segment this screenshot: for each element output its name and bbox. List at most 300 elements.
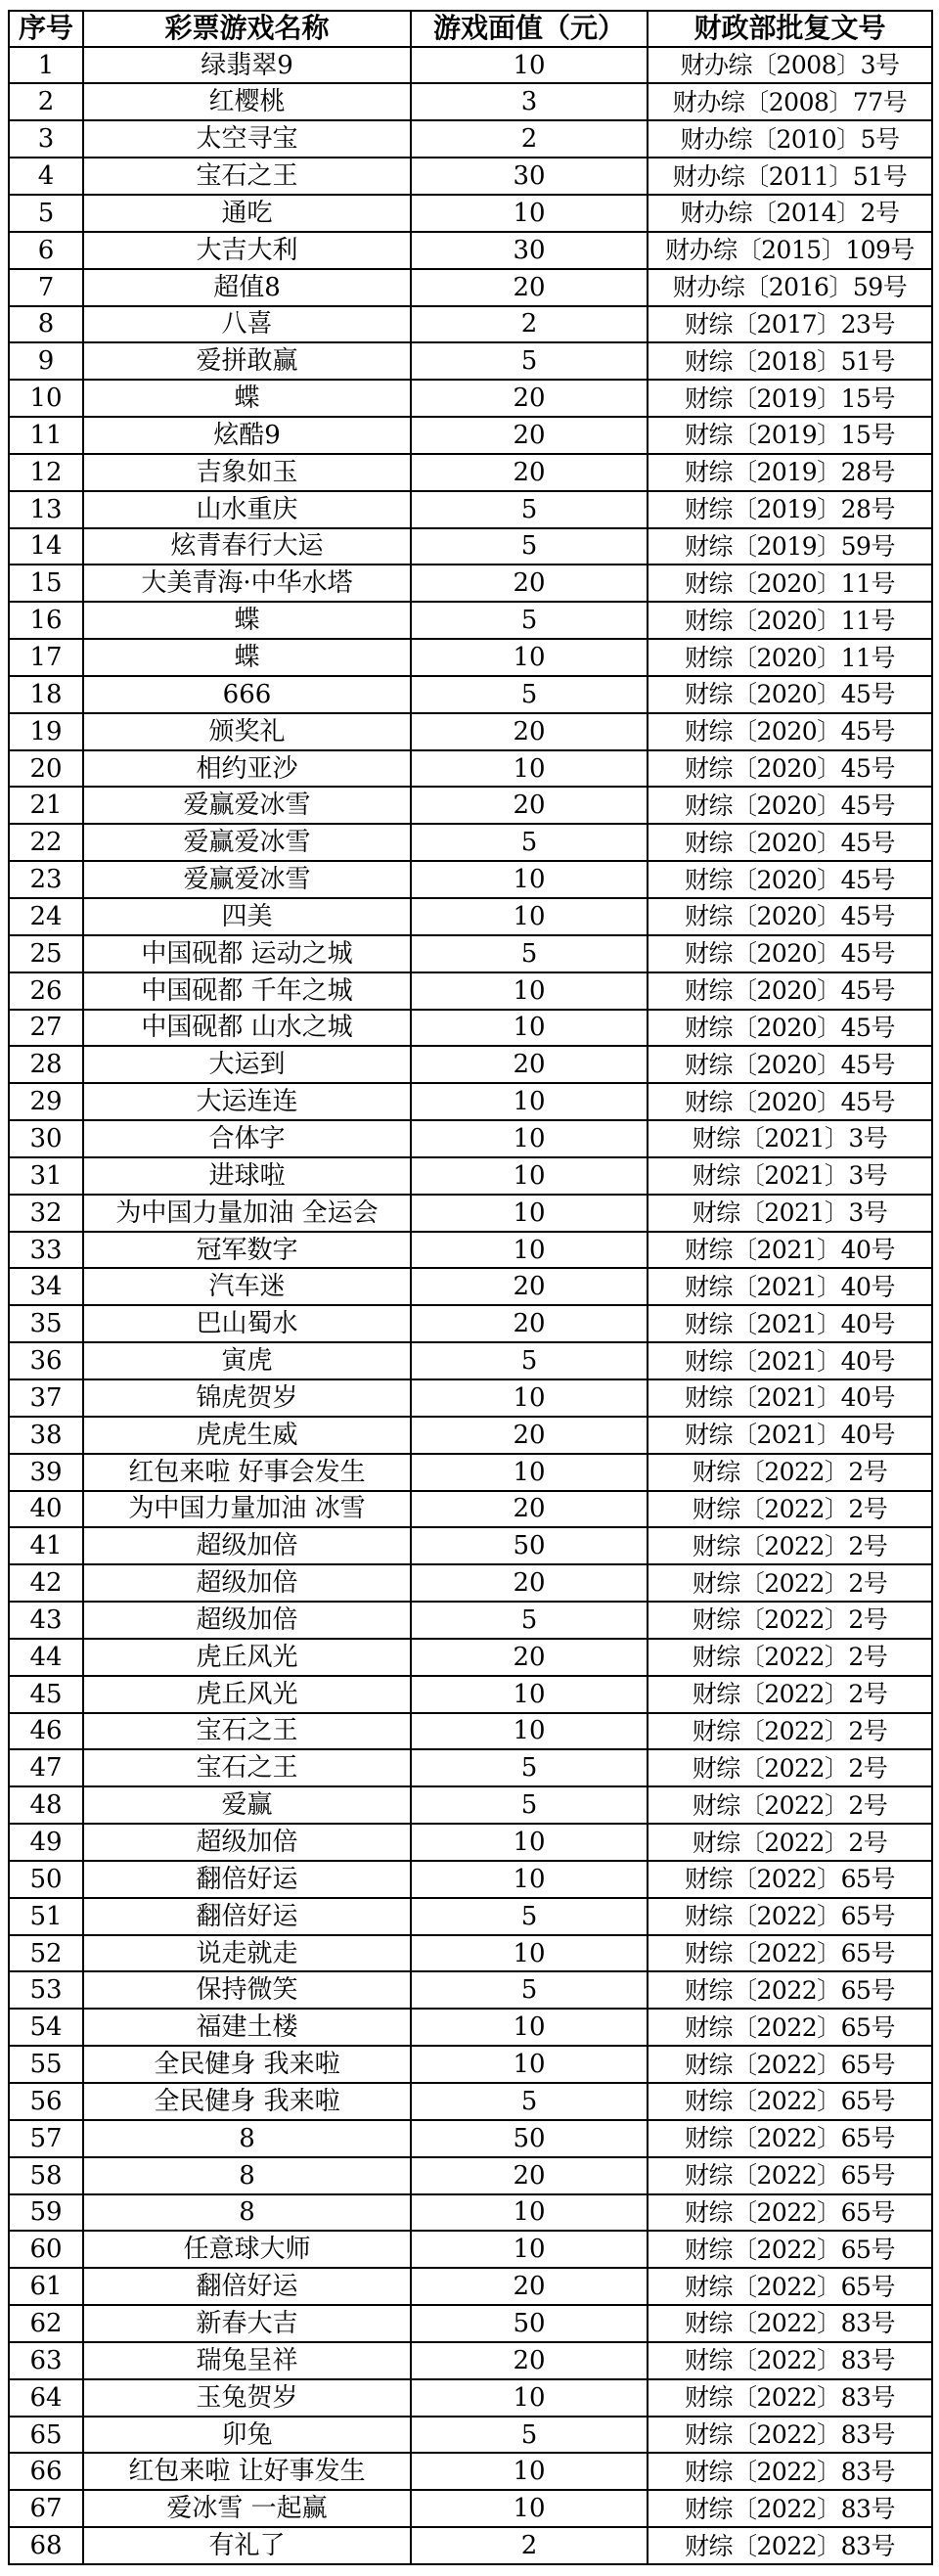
cell-approval-number: 财综〔2021〕40号 <box>648 1417 932 1454</box>
cell-serial: 48 <box>9 1786 83 1824</box>
cell-game-name: 锦虎贺岁 <box>83 1379 411 1417</box>
cell-face-value: 10 <box>411 2046 648 2083</box>
cell-face-value: 20 <box>411 1639 648 1676</box>
cell-face-value: 20 <box>411 380 648 417</box>
cell-serial: 41 <box>9 1527 83 1564</box>
cell-game-name: 红包来啦 让好事发生 <box>83 2453 411 2490</box>
table-row <box>9 1120 932 1157</box>
table-row <box>9 861 932 898</box>
cell-game-name: 蝶 <box>83 602 411 639</box>
cell-approval-number: 财综〔2021〕3号 <box>648 1195 932 1232</box>
cell-game-name: 红包来啦 好事会发生 <box>83 1454 411 1491</box>
cell-game-name: 相约亚沙 <box>83 750 411 788</box>
cell-approval-number: 财综〔2022〕65号 <box>648 1898 932 1935</box>
cell-approval-number: 财综〔2022〕2号 <box>648 1676 932 1713</box>
table-row <box>9 2342 932 2379</box>
cell-approval-number: 财综〔2022〕65号 <box>648 2268 932 2305</box>
cell-serial: 38 <box>9 1417 83 1454</box>
cell-approval-number: 财综〔2021〕40号 <box>648 1305 932 1342</box>
table-row <box>9 787 932 824</box>
cell-face-value: 5 <box>411 528 648 565</box>
cell-serial: 34 <box>9 1268 83 1305</box>
cell-approval-number: 财综〔2019〕59号 <box>648 528 932 565</box>
cell-serial: 43 <box>9 1602 83 1639</box>
cell-face-value: 20 <box>411 1564 648 1602</box>
cell-face-value: 20 <box>411 565 648 602</box>
cell-face-value: 10 <box>411 2490 648 2527</box>
cell-game-name: 8 <box>83 2157 411 2194</box>
cell-face-value: 10 <box>411 1195 648 1232</box>
cell-game-name: 炫酷9 <box>83 417 411 454</box>
cell-face-value: 20 <box>411 2157 648 2194</box>
cell-face-value: 5 <box>411 2417 648 2454</box>
cell-face-value: 50 <box>411 1527 648 1564</box>
cell-approval-number: 财综〔2022〕65号 <box>648 1935 932 1972</box>
cell-serial: 16 <box>9 602 83 639</box>
cell-game-name: 卯兔 <box>83 2417 411 2454</box>
cell-game-name: 大美青海·中华水塔 <box>83 565 411 602</box>
cell-serial: 51 <box>9 1898 83 1935</box>
cell-serial: 19 <box>9 713 83 750</box>
cell-game-name: 超级加倍 <box>83 1824 411 1861</box>
cell-approval-number: 财综〔2019〕15号 <box>648 417 932 454</box>
cell-serial: 14 <box>9 528 83 565</box>
cell-serial: 61 <box>9 2268 83 2305</box>
cell-face-value: 10 <box>411 1232 648 1269</box>
cell-face-value: 5 <box>411 1971 648 2009</box>
cell-game-name: 四美 <box>83 898 411 935</box>
table-row <box>9 1083 932 1120</box>
cell-game-name: 虎丘风光 <box>83 1639 411 1676</box>
cell-approval-number: 财综〔2020〕45号 <box>648 676 932 713</box>
cell-serial: 60 <box>9 2231 83 2268</box>
cell-approval-number: 财办综〔2015〕109号 <box>648 232 932 269</box>
cell-serial: 22 <box>9 824 83 861</box>
table-row <box>9 565 932 602</box>
cell-approval-number: 财综〔2022〕2号 <box>648 1602 932 1639</box>
cell-approval-number: 财综〔2021〕40号 <box>648 1268 932 1305</box>
cell-serial: 23 <box>9 861 83 898</box>
table-row <box>9 1454 932 1491</box>
cell-serial: 1 <box>9 47 83 84</box>
cell-game-name: 汽车迷 <box>83 1268 411 1305</box>
cell-game-name: 有礼了 <box>83 2527 411 2564</box>
cell-serial: 10 <box>9 380 83 417</box>
cell-approval-number: 财综〔2022〕65号 <box>648 1971 932 2009</box>
cell-serial: 13 <box>9 491 83 528</box>
cell-serial: 54 <box>9 2009 83 2046</box>
cell-game-name: 爱赢爱冰雪 <box>83 787 411 824</box>
cell-approval-number: 财综〔2019〕15号 <box>648 380 932 417</box>
cell-approval-number: 财综〔2021〕3号 <box>648 1120 932 1157</box>
table-row <box>9 1010 932 1047</box>
table-row <box>9 1898 932 1935</box>
table-row <box>9 713 932 750</box>
cell-approval-number: 财综〔2022〕65号 <box>648 2157 932 2194</box>
cell-face-value: 20 <box>411 1491 648 1528</box>
cell-face-value: 20 <box>411 1417 648 1454</box>
cell-face-value: 10 <box>411 972 648 1010</box>
table-row <box>9 1527 932 1564</box>
table-row <box>9 454 932 491</box>
table-row <box>9 1195 932 1232</box>
cell-approval-number: 财综〔2022〕2号 <box>648 1454 932 1491</box>
table-row <box>9 2417 932 2454</box>
cell-face-value: 10 <box>411 750 648 788</box>
cell-approval-number: 财综〔2020〕45号 <box>648 750 932 788</box>
cell-face-value: 20 <box>411 2342 648 2379</box>
cell-game-name: 瑞兔呈祥 <box>83 2342 411 2379</box>
cell-game-name: 爱赢爱冰雪 <box>83 824 411 861</box>
cell-game-name: 宝石之王 <box>83 1749 411 1786</box>
table-row <box>9 306 932 343</box>
cell-game-name: 巴山蜀水 <box>83 1305 411 1342</box>
cell-game-name: 为中国力量加油 全运会 <box>83 1195 411 1232</box>
cell-approval-number: 财办综〔2008〕3号 <box>648 47 932 84</box>
cell-game-name: 虎虎生威 <box>83 1417 411 1454</box>
cell-serial: 66 <box>9 2453 83 2490</box>
cell-serial: 7 <box>9 269 83 306</box>
cell-serial: 29 <box>9 1083 83 1120</box>
cell-face-value: 20 <box>411 1046 648 1083</box>
cell-serial: 39 <box>9 1454 83 1491</box>
table-row <box>9 2527 932 2564</box>
cell-face-value: 5 <box>411 1342 648 1379</box>
cell-game-name: 超级加倍 <box>83 1564 411 1602</box>
cell-face-value: 10 <box>411 1083 648 1120</box>
cell-serial: 40 <box>9 1491 83 1528</box>
cell-face-value: 10 <box>411 1935 648 1972</box>
table-row <box>9 1268 932 1305</box>
cell-face-value: 5 <box>411 1749 648 1786</box>
cell-approval-number: 财综〔2020〕45号 <box>648 713 932 750</box>
table-row <box>9 417 932 454</box>
cell-game-name: 太空寻宝 <box>83 120 411 158</box>
cell-serial: 25 <box>9 935 83 972</box>
cell-serial: 28 <box>9 1046 83 1083</box>
cell-face-value: 10 <box>411 1861 648 1898</box>
table-row <box>9 1713 932 1750</box>
cell-face-value: 10 <box>411 47 648 84</box>
table-row <box>9 2083 932 2120</box>
cell-serial: 56 <box>9 2083 83 2120</box>
cell-approval-number: 财综〔2022〕65号 <box>648 1861 932 1898</box>
table-row <box>9 2231 932 2268</box>
cell-game-name: 中国砚都 运动之城 <box>83 935 411 972</box>
table-row <box>9 2157 932 2194</box>
cell-serial: 47 <box>9 1749 83 1786</box>
cell-serial: 62 <box>9 2305 83 2342</box>
cell-face-value: 20 <box>411 1268 648 1305</box>
cell-approval-number: 财综〔2020〕45号 <box>648 824 932 861</box>
cell-serial: 37 <box>9 1379 83 1417</box>
table-row <box>9 676 932 713</box>
cell-face-value: 20 <box>411 417 648 454</box>
cell-serial: 18 <box>9 676 83 713</box>
table-row <box>9 1232 932 1269</box>
cell-approval-number: 财办综〔2016〕59号 <box>648 269 932 306</box>
cell-serial: 6 <box>9 232 83 269</box>
header-serial: 序号 <box>9 11 83 47</box>
cell-game-name: 全民健身 我来啦 <box>83 2083 411 2120</box>
table-row <box>9 1676 932 1713</box>
table-row <box>9 1379 932 1417</box>
cell-serial: 15 <box>9 565 83 602</box>
cell-serial: 49 <box>9 1824 83 1861</box>
cell-game-name: 爱赢爱冰雪 <box>83 861 411 898</box>
cell-approval-number: 财综〔2020〕45号 <box>648 861 932 898</box>
cell-face-value: 10 <box>411 861 648 898</box>
cell-serial: 27 <box>9 1010 83 1047</box>
cell-serial: 44 <box>9 1639 83 1676</box>
table-row <box>9 1861 932 1898</box>
table-row <box>9 898 932 935</box>
cell-face-value: 10 <box>411 639 648 676</box>
table-row <box>9 1971 932 2009</box>
table-row <box>9 158 932 195</box>
cell-game-name: 666 <box>83 676 411 713</box>
cell-approval-number: 财综〔2022〕83号 <box>648 2417 932 2454</box>
cell-approval-number: 财综〔2020〕45号 <box>648 935 932 972</box>
cell-serial: 4 <box>9 158 83 195</box>
cell-game-name: 中国砚都 山水之城 <box>83 1010 411 1047</box>
cell-face-value: 10 <box>411 2453 648 2490</box>
cell-serial: 50 <box>9 1861 83 1898</box>
cell-game-name: 寅虎 <box>83 1342 411 1379</box>
cell-serial: 12 <box>9 454 83 491</box>
table-row <box>9 2305 932 2342</box>
cell-serial: 31 <box>9 1157 83 1195</box>
cell-serial: 64 <box>9 2379 83 2417</box>
cell-face-value: 50 <box>411 2305 648 2342</box>
cell-face-value: 10 <box>411 1010 648 1047</box>
header-face-value: 游戏面值（元） <box>411 11 648 47</box>
cell-face-value: 20 <box>411 454 648 491</box>
cell-approval-number: 财综〔2020〕11号 <box>648 602 932 639</box>
cell-approval-number: 财综〔2022〕83号 <box>648 2490 932 2527</box>
cell-face-value: 20 <box>411 269 648 306</box>
cell-approval-number: 财综〔2020〕11号 <box>648 639 932 676</box>
cell-approval-number: 财综〔2020〕45号 <box>648 898 932 935</box>
cell-approval-number: 财综〔2022〕2号 <box>648 1527 932 1564</box>
cell-game-name: 八喜 <box>83 306 411 343</box>
cell-face-value: 2 <box>411 2527 648 2564</box>
cell-game-name: 红樱桃 <box>83 83 411 120</box>
table-row <box>9 2194 932 2232</box>
cell-serial: 9 <box>9 342 83 380</box>
table-row <box>9 1305 932 1342</box>
table-row <box>9 1564 932 1602</box>
cell-face-value: 5 <box>411 676 648 713</box>
table-row <box>9 1046 932 1083</box>
cell-game-name: 保持微笑 <box>83 1971 411 2009</box>
table-row <box>9 1417 932 1454</box>
table-row <box>9 2046 932 2083</box>
cell-serial: 21 <box>9 787 83 824</box>
cell-face-value: 10 <box>411 2379 648 2417</box>
table-row <box>9 935 932 972</box>
cell-serial: 26 <box>9 972 83 1010</box>
cell-face-value: 2 <box>411 306 648 343</box>
cell-serial: 52 <box>9 1935 83 1972</box>
cell-face-value: 2 <box>411 120 648 158</box>
cell-serial: 3 <box>9 120 83 158</box>
cell-game-name: 山水重庆 <box>83 491 411 528</box>
cell-game-name: 宝石之王 <box>83 158 411 195</box>
table-row <box>9 1491 932 1528</box>
table-row <box>9 1824 932 1861</box>
table-row <box>9 491 932 528</box>
cell-serial: 68 <box>9 2527 83 2564</box>
cell-serial: 33 <box>9 1232 83 1269</box>
cell-serial: 55 <box>9 2046 83 2083</box>
cell-approval-number: 财综〔2020〕45号 <box>648 787 932 824</box>
cell-approval-number: 财综〔2020〕45号 <box>648 1046 932 1083</box>
cell-approval-number: 财综〔2017〕23号 <box>648 306 932 343</box>
cell-game-name: 超级加倍 <box>83 1602 411 1639</box>
table-row <box>9 2120 932 2157</box>
cell-approval-number: 财综〔2022〕65号 <box>648 2231 932 2268</box>
table-row <box>9 47 932 84</box>
cell-game-name: 任意球大师 <box>83 2231 411 2268</box>
cell-approval-number: 财综〔2022〕2号 <box>648 1491 932 1528</box>
cell-serial: 45 <box>9 1676 83 1713</box>
cell-game-name: 超值8 <box>83 269 411 306</box>
cell-face-value: 20 <box>411 1305 648 1342</box>
header-row <box>9 11 932 47</box>
cell-game-name: 新春大吉 <box>83 2305 411 2342</box>
cell-approval-number: 财综〔2022〕65号 <box>648 2046 932 2083</box>
table-row <box>9 2379 932 2417</box>
table-row <box>9 2009 932 2046</box>
cell-face-value: 10 <box>411 2009 648 2046</box>
cell-serial: 65 <box>9 2417 83 2454</box>
cell-serial: 46 <box>9 1713 83 1750</box>
cell-approval-number: 财综〔2022〕2号 <box>648 1713 932 1750</box>
cell-serial: 59 <box>9 2194 83 2232</box>
cell-serial: 5 <box>9 195 83 232</box>
cell-approval-number: 财综〔2022〕83号 <box>648 2453 932 2490</box>
cell-serial: 53 <box>9 1971 83 2009</box>
table-row <box>9 1639 932 1676</box>
cell-game-name: 爱拼敢赢 <box>83 342 411 380</box>
cell-face-value: 10 <box>411 1676 648 1713</box>
cell-approval-number: 财综〔2021〕40号 <box>648 1342 932 1379</box>
cell-serial: 63 <box>9 2342 83 2379</box>
table-row <box>9 1602 932 1639</box>
cell-game-name: 8 <box>83 2194 411 2232</box>
cell-face-value: 3 <box>411 83 648 120</box>
cell-game-name: 说走就走 <box>83 1935 411 1972</box>
table-row <box>9 750 932 788</box>
cell-face-value: 10 <box>411 195 648 232</box>
cell-face-value: 20 <box>411 787 648 824</box>
cell-face-value: 5 <box>411 2083 648 2120</box>
cell-game-name: 蝶 <box>83 380 411 417</box>
cell-approval-number: 财综〔2020〕11号 <box>648 565 932 602</box>
cell-serial: 58 <box>9 2157 83 2194</box>
cell-game-name: 大运到 <box>83 1046 411 1083</box>
cell-approval-number: 财综〔2021〕40号 <box>648 1232 932 1269</box>
table-row <box>9 342 932 380</box>
cell-serial: 42 <box>9 1564 83 1602</box>
cell-face-value: 5 <box>411 1786 648 1824</box>
table-row <box>9 528 932 565</box>
cell-face-value: 10 <box>411 1454 648 1491</box>
cell-game-name: 超级加倍 <box>83 1527 411 1564</box>
cell-serial: 11 <box>9 417 83 454</box>
cell-approval-number: 财综〔2022〕65号 <box>648 2083 932 2120</box>
cell-approval-number: 财综〔2019〕28号 <box>648 491 932 528</box>
cell-approval-number: 财综〔2021〕40号 <box>648 1379 932 1417</box>
cell-serial: 35 <box>9 1305 83 1342</box>
cell-serial: 36 <box>9 1342 83 1379</box>
cell-approval-number: 财办综〔2011〕51号 <box>648 158 932 195</box>
header-game-name: 彩票游戏名称 <box>83 11 411 47</box>
table-row <box>9 2490 932 2527</box>
cell-serial: 57 <box>9 2120 83 2157</box>
table-row <box>9 120 932 158</box>
table-row <box>9 2453 932 2490</box>
cell-approval-number: 财综〔2019〕28号 <box>648 454 932 491</box>
cell-face-value: 10 <box>411 1157 648 1195</box>
cell-approval-number: 财综〔2022〕2号 <box>648 1639 932 1676</box>
cell-approval-number: 财办综〔2014〕2号 <box>648 195 932 232</box>
cell-approval-number: 财综〔2020〕45号 <box>648 1010 932 1047</box>
cell-game-name: 福建土楼 <box>83 2009 411 2046</box>
cell-game-name: 全民健身 我来啦 <box>83 2046 411 2083</box>
cell-approval-number: 财综〔2022〕65号 <box>648 2009 932 2046</box>
cell-serial: 8 <box>9 306 83 343</box>
cell-game-name: 虎丘风光 <box>83 1676 411 1713</box>
table-row <box>9 602 932 639</box>
cell-serial: 20 <box>9 750 83 788</box>
cell-approval-number: 财综〔2021〕3号 <box>648 1157 932 1195</box>
table-row <box>9 269 932 306</box>
cell-approval-number: 财综〔2020〕45号 <box>648 972 932 1010</box>
cell-serial: 32 <box>9 1195 83 1232</box>
table-row <box>9 639 932 676</box>
cell-game-name: 炫青春行大运 <box>83 528 411 565</box>
cell-approval-number: 财综〔2022〕2号 <box>648 1564 932 1602</box>
cell-serial: 67 <box>9 2490 83 2527</box>
cell-face-value: 5 <box>411 491 648 528</box>
cell-game-name: 通吃 <box>83 195 411 232</box>
cell-game-name: 玉兔贺岁 <box>83 2379 411 2417</box>
cell-game-name: 翻倍好运 <box>83 2268 411 2305</box>
table-row <box>9 1935 932 1972</box>
cell-face-value: 10 <box>411 2194 648 2232</box>
cell-game-name: 宝石之王 <box>83 1713 411 1750</box>
cell-face-value: 10 <box>411 2231 648 2268</box>
cell-approval-number: 财综〔2022〕83号 <box>648 2305 932 2342</box>
cell-game-name: 进球啦 <box>83 1157 411 1195</box>
cell-face-value: 10 <box>411 1120 648 1157</box>
cell-game-name: 颁奖礼 <box>83 713 411 750</box>
cell-approval-number: 财综〔2020〕45号 <box>648 1083 932 1120</box>
cell-face-value: 20 <box>411 2268 648 2305</box>
cell-game-name: 绿翡翠9 <box>83 47 411 84</box>
table-row <box>9 1157 932 1195</box>
table-row <box>9 195 932 232</box>
cell-face-value: 5 <box>411 1898 648 1935</box>
cell-game-name: 中国砚都 千年之城 <box>83 972 411 1010</box>
cell-face-value: 5 <box>411 824 648 861</box>
cell-face-value: 5 <box>411 935 648 972</box>
table-row <box>9 1749 932 1786</box>
lottery-table <box>8 10 933 2565</box>
cell-approval-number: 财办综〔2010〕5号 <box>648 120 932 158</box>
